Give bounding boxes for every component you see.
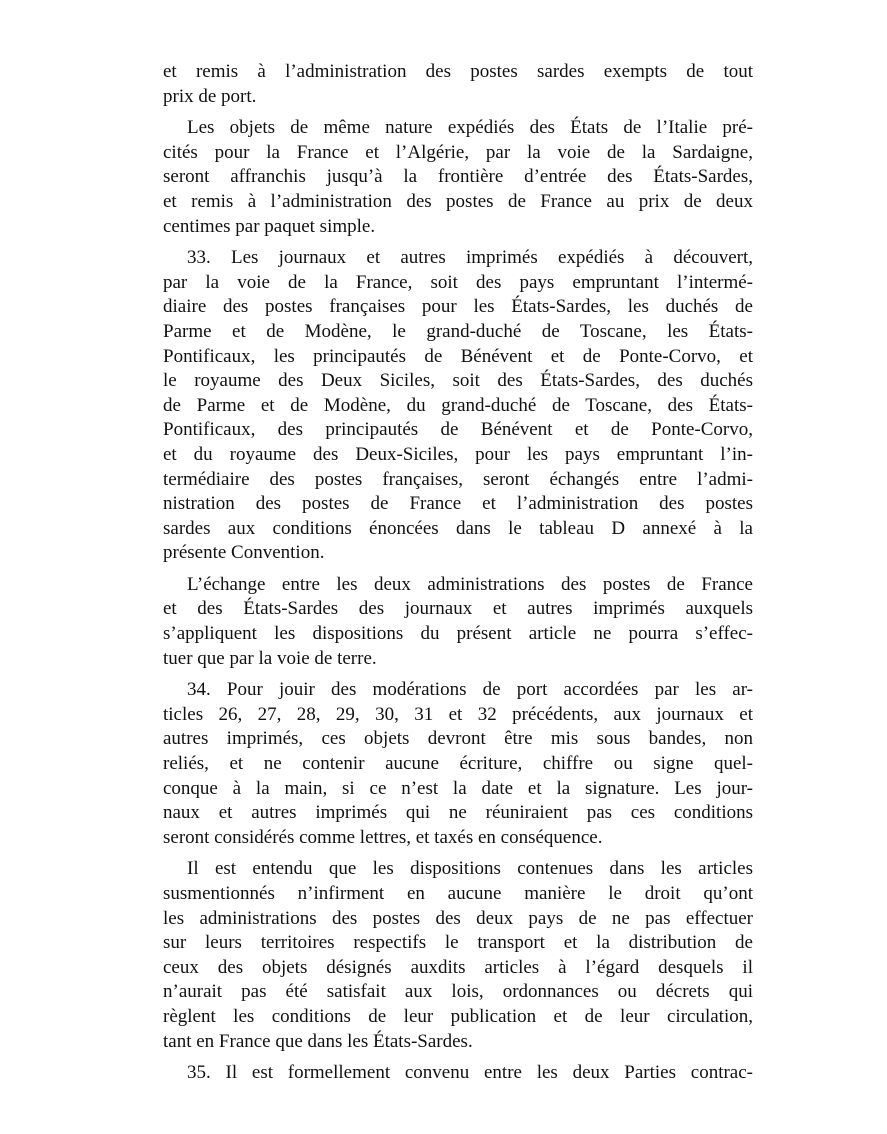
text-line: autres imprimés, ces objets devront être mis sous bandes, non	[163, 728, 753, 750]
text-line: et du royaume des Deux-Siciles, pour les pays empruntant l’in-	[163, 443, 753, 465]
paragraph	[163, 60, 753, 109]
text-line: et remis à l’administration des postes sardes exempts de tout	[163, 61, 753, 82]
text-line: ceux des objets désignés auxdits articles à l’égard desquels il	[163, 956, 753, 978]
text-line: règlent les conditions de leur publication et de leur circulation,	[163, 1005, 753, 1027]
text-line: tant en France que dans les États-Sardes.	[163, 1030, 473, 1052]
text-line: 34. Pour jouir des modérations de port accordées par les ar-	[187, 679, 753, 701]
text-line: Les objets de même nature expédiés des États de l’Italie pré-	[187, 117, 753, 139]
text-line: cités pour la France et l’Algérie, par la voie de la Sardaigne,	[163, 141, 753, 163]
paragraph	[163, 573, 753, 671]
text-line: sur leurs territoires respectifs le transport et la distribution de	[163, 932, 753, 954]
document-text	[163, 60, 753, 1093]
text-line: conque à la main, si ce n’est la date et la signature. Les jour-	[163, 777, 753, 799]
text-line: centimes par paquet simple.	[163, 215, 376, 237]
text-line: seront affranchis jusqu’à la frontière d’entrée des États-Sardes,	[163, 166, 753, 188]
text-line: 33. Les journaux et autres imprimés expédiés à découvert,	[187, 247, 753, 269]
text-line: termédiaire des postes françaises, seront échangés entre l’admi-	[163, 468, 753, 490]
text-line: présente Convention.	[163, 542, 325, 564]
text-line: 35. Il est formellement convenu entre les deux Parties contrac-	[187, 1062, 753, 1084]
text-line: sardes aux conditions énoncées dans le tableau D annexé à la	[163, 517, 753, 539]
text-line: et des États-Sardes des journaux et autres imprimés auxquels	[163, 598, 753, 620]
text-line: n’aurait pas été satisfait aux lois, ordonnances ou décrets qui	[163, 981, 753, 1003]
text-line: par la voie de la France, soit des pays empruntant l’intermé-	[163, 271, 753, 293]
text-line: nistration des postes de France et l’administration des postes	[163, 493, 753, 515]
text-line: Il est entendu que les dispositions contenues dans les articles	[187, 858, 753, 880]
text-line: de Parme et de Modène, du grand-duché de Toscane, des États-	[163, 394, 753, 416]
text-line: seront considérés comme lettres, et taxés en conséquence.	[163, 826, 603, 848]
text-line: naux et autres imprimés qui ne réuniraient pas ces conditions	[163, 802, 753, 824]
paragraph	[163, 1061, 753, 1086]
text-line: et remis à l’administration des postes de France au prix de deux	[163, 190, 753, 212]
text-line: Pontificaux, des principautés de Bénévent et de Ponte-Corvo,	[163, 419, 753, 441]
paragraph	[163, 678, 753, 850]
text-line: diaire des postes françaises pour les États-Sardes, les duchés de	[163, 296, 753, 318]
paragraph	[163, 246, 753, 566]
text-line: tuer que par la voie de terre.	[163, 647, 377, 669]
text-line: reliés, et ne contenir aucune écriture, chiffre ou signe quel-	[163, 753, 753, 775]
text-line: susmentionnés n’infirment en aucune manière le droit qu’ont	[163, 883, 753, 904]
text-line: les administrations des postes des deux pays de ne pas effectuer	[163, 907, 753, 929]
text-line: Parme et de Modène, le grand-duché de Toscane, les États-	[163, 320, 753, 342]
text-line: L’échange entre les deux administrations des postes de France	[187, 573, 753, 595]
paragraph	[163, 116, 753, 239]
text-line: le royaume des Deux Siciles, soit des États-Sardes, des duchés	[163, 370, 753, 392]
text-line: ticles 26, 27, 28, 29, 30, 31 et 32 précédents, aux journaux et	[163, 703, 753, 725]
text-line: Pontificaux, les principautés de Bénévent et de Ponte-Corvo, et	[163, 345, 753, 367]
paragraph	[163, 857, 753, 1054]
text-line: s’appliquent les dispositions du présent article ne pourra s’effec-	[163, 623, 753, 645]
text-line: prix de port.	[163, 85, 257, 107]
